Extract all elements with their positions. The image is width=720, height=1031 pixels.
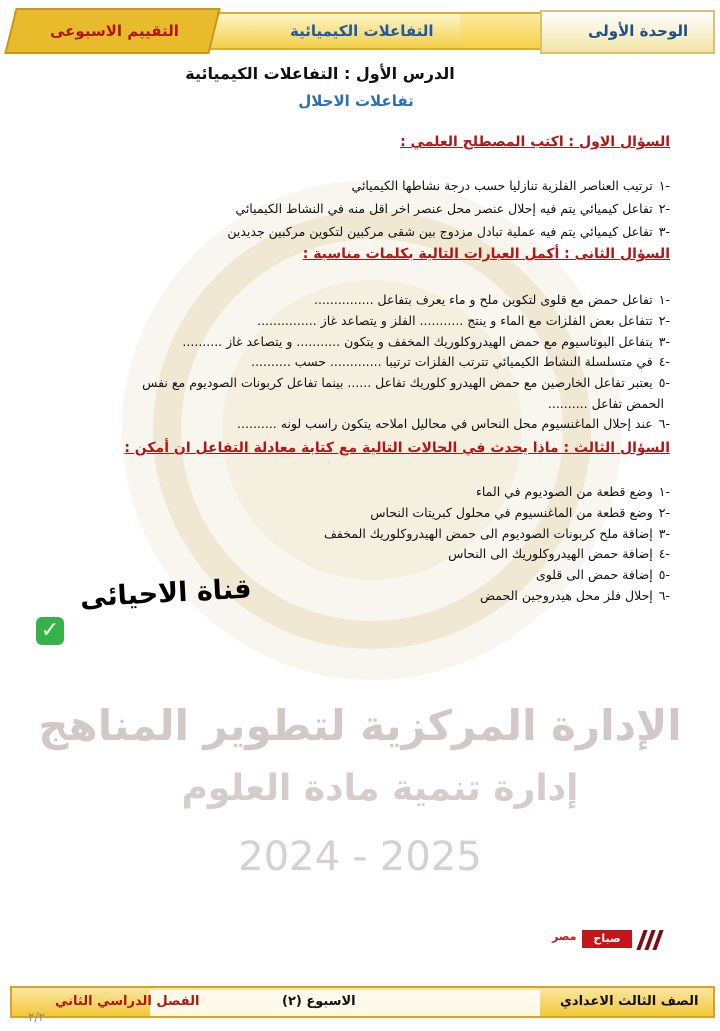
question2-item: [257, 313, 670, 328]
question2-item: [314, 292, 670, 307]
item-number: -١: [658, 292, 670, 307]
item-number: -٣: [658, 334, 670, 349]
item-text: تتفاعل بعض الفلزات مع الماء و ينتج ........... الفلز و يتصاعد غاز ...............: [257, 313, 653, 328]
item-number: -٣: [658, 224, 670, 239]
item-text: إضافة حمض الهيدروكلوريك الى النحاس: [448, 546, 653, 561]
question2-item: [251, 354, 670, 369]
question3-item: [476, 484, 670, 499]
watermark-line1: الإدارة المركزية لتطوير المناهج: [38, 701, 682, 750]
item-text: وضع قطعة من الصوديوم في الماء: [476, 484, 653, 499]
item-number: -٤: [658, 546, 670, 561]
question1-item: [227, 224, 670, 239]
watermark-line2: إدارة تنمية مادة العلوم: [181, 768, 579, 809]
question3-item: [324, 526, 670, 541]
top-banner: [0, 0, 720, 64]
item-number: -٢: [658, 505, 670, 520]
item-text: يعتبر تفاعل الخارصين مع حمض الهيدرو كلوريك تفاعل ...... بينما تفاعل كربونات الصوديوم مع نفس: [142, 375, 653, 390]
question1-item: [352, 178, 670, 193]
item-number: -١: [658, 484, 670, 499]
watermark-years: 2024 - 2025: [238, 834, 482, 880]
item-number: -٥: [658, 375, 670, 390]
lesson-subtitle: تفاعلات الاحلال: [298, 92, 414, 110]
question3-item: [480, 588, 670, 603]
item-number: -١: [658, 178, 670, 193]
question2-item-continued: [548, 396, 670, 411]
checkmark-icon: ✓: [36, 617, 64, 645]
item-text: عند إحلال الماغنسيوم محل النحاس في محاليل املاحه يتكون راسب لونه ..........: [237, 416, 653, 431]
item-text: إضافة حمض الى قلوى: [535, 567, 653, 582]
item-text: في متسلسلة النشاط الكيميائي تترتب الفلزات ترتيبا ............. حسب ..........: [251, 354, 653, 369]
item-text: تفاعل كيميائي يتم فيه إحلال عنصر محل عنصر اخر اقل منه في النشاط الكيميائي: [235, 201, 653, 216]
item-text: تفاعل حمض مع قلوى لتكوين ملح و ماء يعرف بتفاعل ...............: [313, 292, 653, 307]
item-text: تفاعل كيميائي يتم فيه عملية تبادل مزدوج بين شقى مركبين لتكوين مركبين جديدين: [227, 224, 653, 239]
logo-word-sabah: صباح: [582, 930, 632, 948]
item-number: -٣: [658, 526, 670, 541]
item-text: إحلال فلز محل هيدروجين الحمض: [479, 588, 653, 603]
item-text: إضافة ملح كربونات الصوديوم الى حمض الهيدروكلوريك المخفف: [323, 526, 653, 541]
unit-label: الوحدة الأولى: [588, 22, 689, 40]
item-number: -٢: [658, 201, 670, 216]
channel-name: قناة الاحيائى: [79, 573, 253, 614]
item-number: -٦: [658, 588, 670, 603]
question2-heading: السؤال الثانى : أكمل العبارات التالية بكلمات مناسبة :: [302, 246, 670, 262]
question2-item: [182, 334, 670, 349]
page-number: ٢/٢: [28, 1010, 45, 1024]
item-text: يتفاعل البوتاسيوم مع حمض الهيدروكلوريك المخفف و يتكون ........... و يتصاعد غاز ..........: [182, 334, 653, 349]
question1-heading: السؤال الاول : اكتب المصطلح العلمي :: [400, 134, 670, 150]
lesson-topic-label: التفاعلات الكيميائية: [290, 22, 434, 40]
grade-label: الصف الثالث الاعدادي: [560, 994, 699, 1009]
term-label: الفصل الدراسي الثاني: [55, 994, 200, 1009]
weekly-assessment-label: التقييم الاسبوعى: [50, 22, 179, 40]
lesson-title: الدرس الأول : التفاعلات الكيميائية: [185, 64, 455, 83]
question3-heading: السؤال الثالث : ماذا يحدث في الحالات التالية مع كتابة معادلة التفاعل ان أمكن :: [124, 440, 670, 456]
question3-item: [370, 505, 670, 520]
question2-item: [237, 416, 670, 431]
item-text: ترتيب العناصر الفلزية تنازليا حسب درجة نشاطها الكيميائي: [351, 178, 653, 193]
item-text: وضع قطعة من الماغنسيوم في محلول كبريتات النحاس: [370, 505, 653, 520]
question2-item: [142, 375, 670, 390]
question1-item: [235, 201, 670, 216]
logo-word-misr: مصر: [552, 930, 577, 943]
week-label: الاسبوع (٢): [282, 994, 356, 1009]
item-number: -٤: [658, 354, 670, 369]
item-text: الحمض تفاعل ..........: [547, 396, 664, 411]
item-number: -٢: [658, 313, 670, 328]
item-number: -٥: [658, 567, 670, 582]
site-logo: [552, 930, 672, 952]
item-number: -٦: [658, 416, 670, 431]
question3-item: [536, 567, 670, 582]
question3-item: [448, 546, 670, 561]
